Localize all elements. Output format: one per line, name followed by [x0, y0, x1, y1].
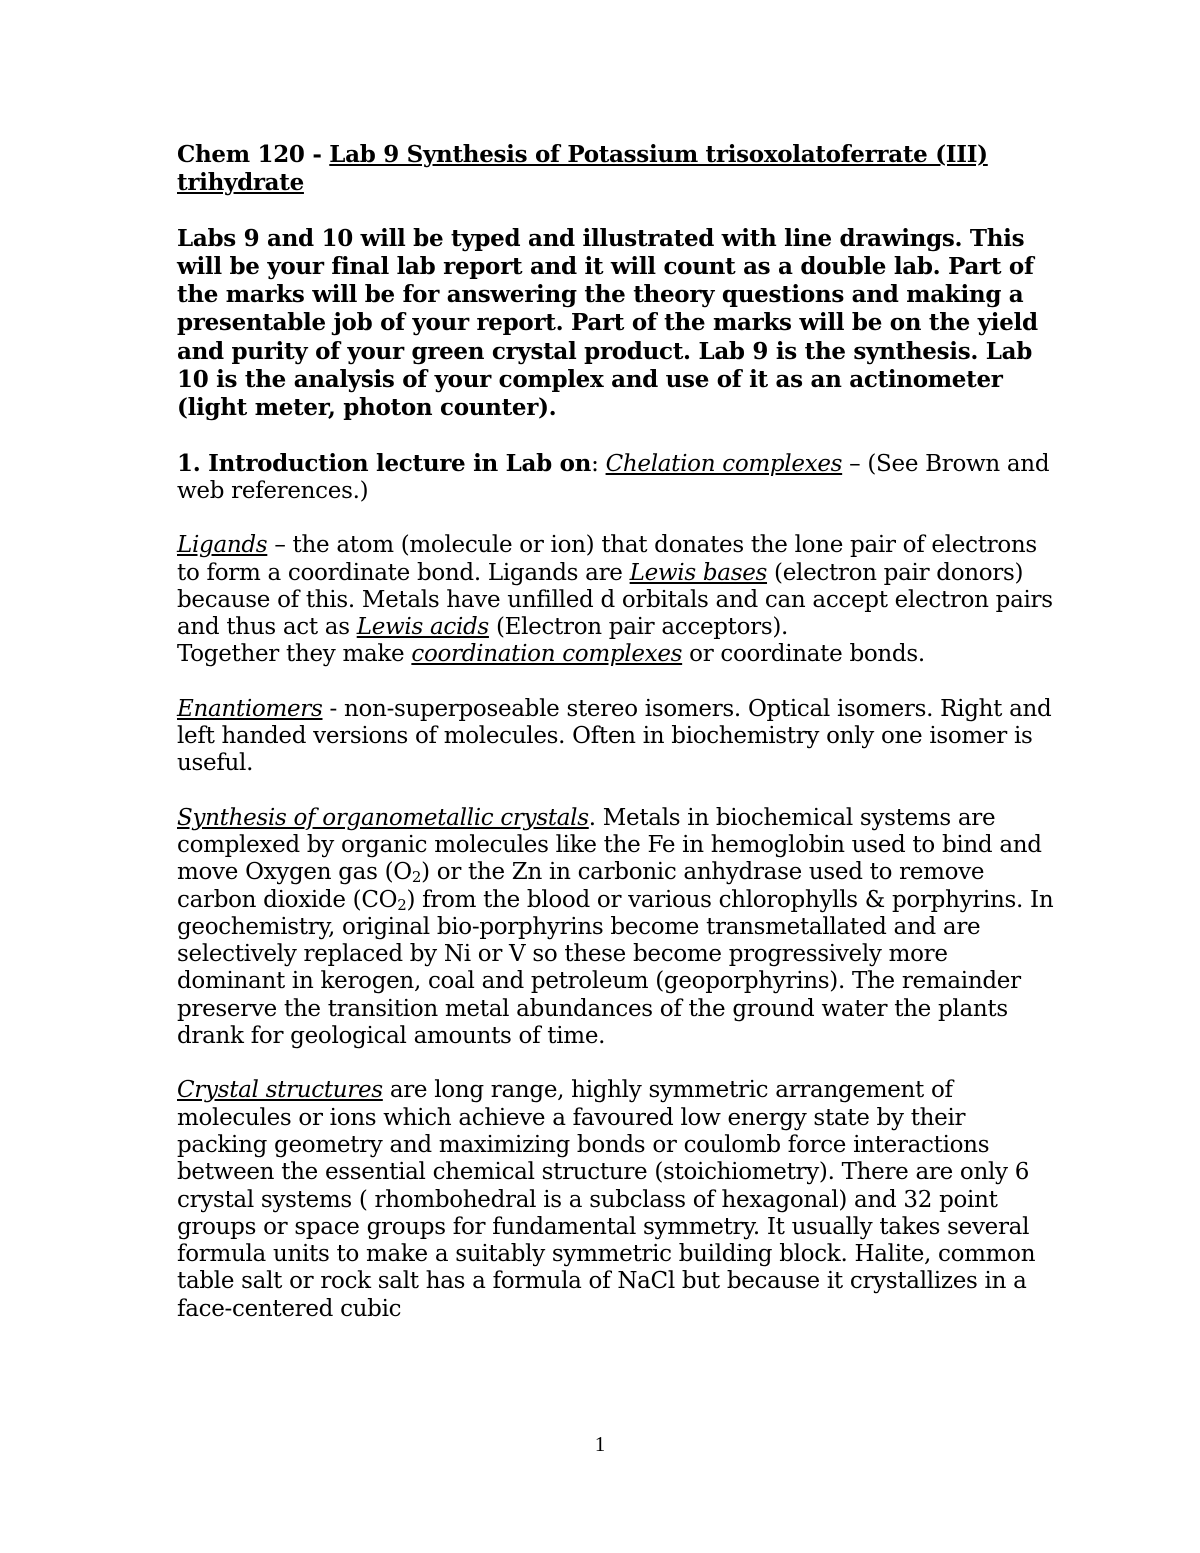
ligands-term: Ligands [177, 532, 268, 559]
spacer [177, 778, 1057, 805]
ligands-text-2: (electron pair donors) because of this. Metals have unfilled d orbitals and can accept electron pairs and thus act as [177, 559, 1053, 641]
coordination-text-1: Together they make [177, 641, 412, 668]
coordination-line [177, 641, 1057, 668]
crystal-term: Crystal structures [177, 1077, 383, 1104]
co2-subscript: 2 [397, 895, 407, 914]
course-label: Chem 120 - [177, 141, 330, 168]
ligands-paragraph [177, 532, 1057, 641]
crystal-paragraph [177, 1077, 1057, 1323]
crystal-text: are long range, highly symmetric arrangement of molecules or ions which achieve a favoured low energy state by their packing geometry and maximizing bonds or coulomb force interactions between the essential chemical structure (stoichiometry). There are only 6 crystal systems ( rhombohedral is a subclass of hexagonal) and 32 point groups or space groups for fundamental symmetry. It usually takes several formula units to make a suitably symmetric building block. Halite, common table salt or rock salt has a formula of NaCl but because it crystallizes in a face-centered cubic [177, 1077, 1036, 1322]
intro-text: Labs 9 and 10 will be typed and illustrated with line drawings. This will be your final lab report and it will count as a double lab. Part of the marks will be for answering the theory questions and making a presentable job of your report. Part of the marks will be on the yield and purity of your green crystal product. Lab 9 is the synthesis. Lab 10 is the analysis of your complex and use of it as an actinometer (light meter, photon counter). [177, 224, 1038, 422]
synthesis-term: Synthesis of organometallic crystals [177, 804, 589, 831]
ligands-text-3: (Electron pair acceptors). [488, 614, 789, 641]
section-1-rest: – (See Brown and web references.) [177, 450, 1050, 504]
enantiomers-text: - non-superposeable stereo isomers. Optical isomers. Right and left handed versions of molecules. Often in biochemistry only one isomer is useful. [177, 695, 1052, 777]
spacer [177, 1050, 1057, 1077]
section-1-colon: : [591, 450, 606, 477]
coordination-term: coordination complexes [411, 641, 683, 668]
lab-title: Lab 9 Synthesis of Potassium trisoxolatoferrate (III) trihydrate [177, 141, 988, 197]
section-1-topic: Chelation complexes [605, 450, 843, 477]
ligands-text-1: – the atom (molecule or ion) that donates the lone pair of electrons to form a coordinate bond. Ligands are [177, 532, 1037, 586]
synthesis-paragraph [177, 805, 1057, 1051]
lewis-acids-term: Lewis acids [356, 614, 489, 641]
spacer [177, 505, 1057, 532]
intro-paragraph [177, 225, 1057, 423]
section-1-heading: 1. Introduction lecture in Lab on [177, 449, 592, 477]
oxygen-subscript: 2 [411, 868, 422, 887]
document-title [177, 141, 1057, 198]
synthesis-text-3: ) from the blood or various chlorophylls & porphyrins. In geochemistry, original bio-porphyrins become transmetallated and are selectively replaced by Ni or V so these become progressively more dominant in kerogen, coal and petroleum (geoporphyrins). The remainder preserve the transition metal abundances of the ground water the plants drank for geological amounts of time. [177, 886, 1054, 1050]
document-body [177, 141, 1057, 1323]
section-1-paragraph [177, 450, 1057, 506]
spacer [177, 423, 1057, 450]
spacer [177, 198, 1057, 225]
coordination-text-2: or coordinate bonds. [682, 641, 925, 668]
spacer [177, 669, 1057, 696]
enantiomers-term: Enantiomers [177, 695, 323, 722]
synthesis-text-2: ) or the Zn in carbonic anhydrase used to remove carbon dioxide (CO [177, 859, 985, 913]
lewis-bases-term: Lewis bases [629, 559, 768, 586]
page-number: 1 [594, 1432, 606, 1456]
enantiomers-paragraph [177, 696, 1057, 778]
synthesis-text-1: . Metals in biochemical systems are complexed by organic molecules like the Fe in hemoglobin used to bind and move Oxygen gas (O [177, 804, 1042, 886]
